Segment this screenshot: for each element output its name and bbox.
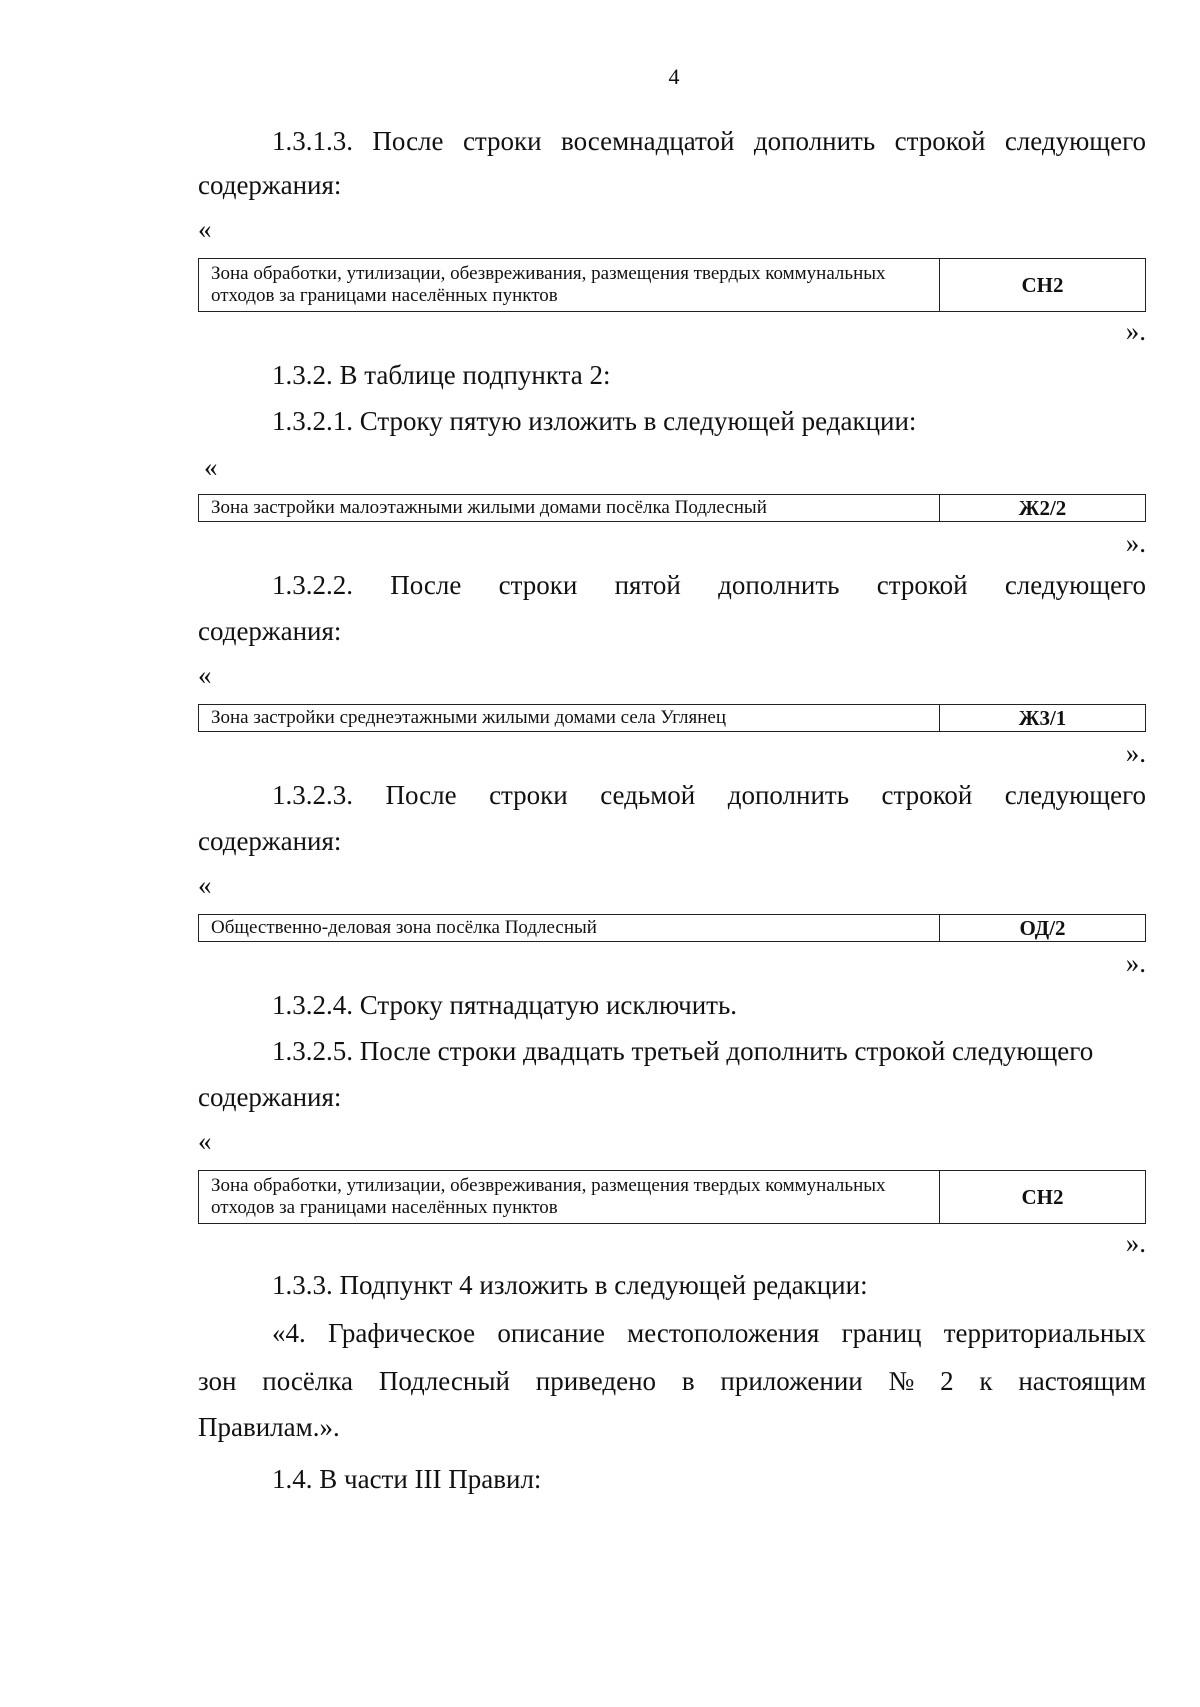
table-row xyxy=(199,259,1146,312)
word: строки xyxy=(498,570,578,600)
zone-name-cell: Общественно-деловая зона посёлка Подлесный xyxy=(199,915,940,942)
word: территориальных xyxy=(943,1318,1146,1348)
paragraph-1-3-2-2-line1 xyxy=(272,568,1146,602)
word: строки xyxy=(462,126,542,156)
word: следующего xyxy=(1004,570,1146,600)
close-quote: ». xyxy=(1125,528,1146,558)
zone-code-cell: ОД/2 xyxy=(940,915,1146,942)
word: строкой xyxy=(876,570,968,600)
zone-name-cell: Зона обработки, утилизации, обезвреживания, размещения твердых коммунальных отходов за границами населённых пунктов xyxy=(199,1171,940,1224)
paragraph-1-3-2-4: 1.3.2.4. Строку пятнадцатую исключить. xyxy=(272,990,738,1020)
zone-name-cell: Зона застройки среднеэтажными жилыми домами села Углянец xyxy=(199,705,940,732)
open-quote: « xyxy=(198,660,212,690)
paragraph-1-3-2-2-line2: содержания: xyxy=(198,616,342,646)
zone-name-cell: Зона застройки малоэтажными жилыми домами посёлка Подлесный xyxy=(199,495,940,522)
word: Графическое xyxy=(327,1318,476,1348)
paragraph-1-3-2-1: 1.3.2.1. Строку пятую изложить в следующей редакции: xyxy=(272,406,917,436)
amendment-table-5 xyxy=(198,1170,1146,1224)
word: 1.3.2.3. xyxy=(272,780,353,810)
table-row xyxy=(199,1171,1146,1224)
paragraph-4-line1 xyxy=(272,1316,1146,1350)
amendment-table-4 xyxy=(198,914,1146,942)
paragraph-1-3-2: 1.3.2. В таблице подпункта 2: xyxy=(272,360,611,390)
word: следующего xyxy=(1004,126,1146,156)
zone-code-cell: СН2 xyxy=(940,1171,1146,1224)
open-quote: « xyxy=(204,452,218,482)
zone-code-cell: СН2 xyxy=(940,259,1146,312)
word: «4. xyxy=(272,1318,306,1348)
word: в xyxy=(681,1366,695,1396)
word: приведено xyxy=(535,1366,657,1396)
close-quote: ». xyxy=(1125,1228,1146,1258)
word: После xyxy=(372,126,444,156)
open-quote: « xyxy=(198,214,212,244)
word: Подлесный xyxy=(378,1366,510,1396)
paragraph-4-line3: Правилам.». xyxy=(198,1412,340,1442)
zone-code-cell: Ж3/1 xyxy=(940,705,1146,732)
table-row xyxy=(199,915,1146,942)
word: строкой xyxy=(881,780,973,810)
paragraph-1-4: 1.4. В части III Правил: xyxy=(272,1464,542,1494)
word: пятой xyxy=(614,570,681,600)
word: границ xyxy=(841,1318,922,1348)
open-quote: « xyxy=(198,1126,212,1156)
word: посёлка xyxy=(262,1366,354,1396)
page-number: 4 xyxy=(668,64,680,89)
word: седьмой xyxy=(600,780,696,810)
amendment-table-1 xyxy=(198,258,1146,312)
table-row xyxy=(199,495,1146,522)
close-quote: ». xyxy=(1125,738,1146,768)
word: № xyxy=(888,1366,915,1396)
close-quote: ». xyxy=(1125,948,1146,978)
word: 1.3.1.3. xyxy=(272,126,353,156)
amendment-table-3 xyxy=(198,704,1146,732)
word: дополнить xyxy=(727,780,850,810)
paragraph-1-3-3: 1.3.3. Подпункт 4 изложить в следующей редакции: xyxy=(272,1270,868,1300)
word: После xyxy=(385,780,457,810)
word: зон xyxy=(198,1366,237,1396)
paragraph-1-3-1-3-line2: содержания: xyxy=(198,170,342,200)
amendment-table-2 xyxy=(198,494,1146,522)
word: следующего xyxy=(1004,780,1146,810)
zone-code-cell: Ж2/2 xyxy=(940,495,1146,522)
word: местоположения xyxy=(627,1318,820,1348)
word: дополнить xyxy=(718,570,840,600)
paragraph-1-3-1-3-line1 xyxy=(272,124,1146,158)
word: описание xyxy=(497,1318,605,1348)
table-row xyxy=(199,705,1146,732)
word: 2 xyxy=(940,1366,954,1396)
zone-name-cell: Зона обработки, утилизации, обезвреживания, размещения твердых коммунальных отходов за границами населённых пунктов xyxy=(199,259,940,312)
paragraph-1-3-2-3-line1 xyxy=(272,778,1146,812)
word: строкой xyxy=(894,126,986,156)
paragraph-1-3-2-5-line2: содержания: xyxy=(198,1082,342,1112)
word: к xyxy=(979,1366,993,1396)
paragraph-4-line2 xyxy=(198,1364,1146,1398)
word: строки xyxy=(489,780,568,810)
word: дополнить xyxy=(753,126,876,156)
word: приложении xyxy=(720,1366,863,1396)
close-quote: ». xyxy=(1125,316,1146,346)
word: После xyxy=(390,570,462,600)
paragraph-1-3-2-5-line1: 1.3.2.5. После строки двадцать третьей дополнить строкой следующего xyxy=(272,1036,1094,1066)
word: 1.3.2.2. xyxy=(272,570,353,600)
open-quote: « xyxy=(198,870,212,900)
word: настоящим xyxy=(1018,1366,1146,1396)
word: восемнадцатой xyxy=(561,126,735,156)
paragraph-1-3-2-3-line2: содержания: xyxy=(198,826,342,856)
